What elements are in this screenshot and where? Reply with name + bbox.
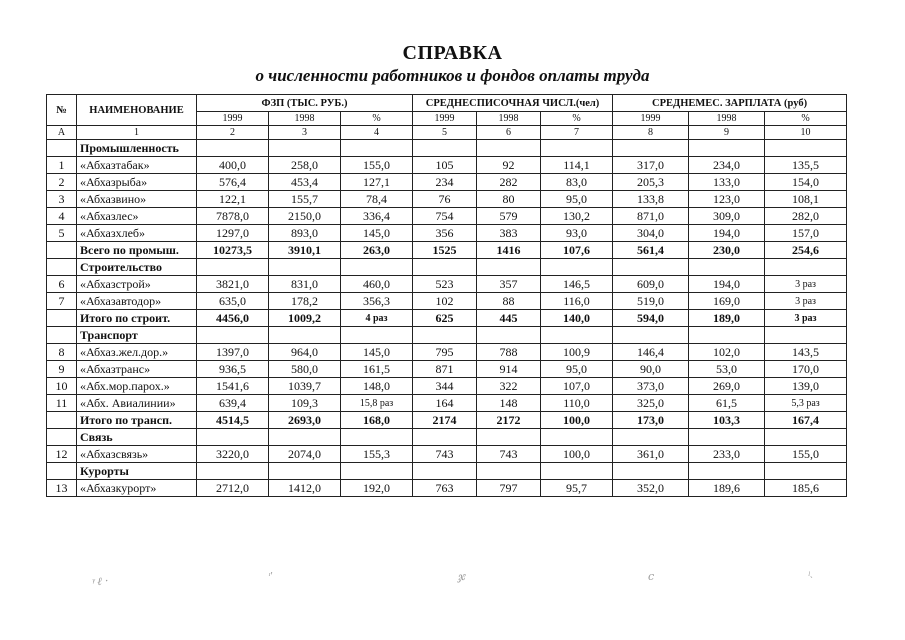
subheader-cell: 1998 bbox=[689, 112, 765, 126]
index-cell: 5 bbox=[413, 126, 477, 140]
row-name: «Абхазлес» bbox=[77, 208, 197, 225]
row-name: «Абхазкурорт» bbox=[77, 480, 197, 497]
empty-cell bbox=[689, 327, 765, 344]
row-number: 1 bbox=[47, 157, 77, 174]
value-cell: 155,0 bbox=[341, 157, 413, 174]
table-row bbox=[47, 378, 847, 395]
empty-cell bbox=[341, 327, 413, 344]
faint-mark: ⅽ bbox=[648, 571, 655, 583]
empty-cell bbox=[613, 327, 689, 344]
table-row bbox=[47, 446, 847, 463]
value-cell: 155,7 bbox=[269, 191, 341, 208]
value-cell: 453,4 bbox=[269, 174, 341, 191]
value-cell: 155,0 bbox=[765, 446, 847, 463]
value-cell: 53,0 bbox=[689, 361, 765, 378]
subheader-cell: 1998 bbox=[269, 112, 341, 126]
empty-cell bbox=[413, 463, 477, 480]
value-cell: 383 bbox=[477, 225, 541, 242]
value-cell: 100,9 bbox=[541, 344, 613, 361]
value-cell: 1297,0 bbox=[197, 225, 269, 242]
section-row bbox=[47, 429, 847, 446]
value-cell: 3 раз bbox=[765, 276, 847, 293]
header-num: № bbox=[47, 95, 77, 126]
report-table bbox=[46, 94, 847, 497]
empty-cell bbox=[477, 429, 541, 446]
table-row bbox=[47, 191, 847, 208]
value-cell: 304,0 bbox=[613, 225, 689, 242]
value-cell: 107,6 bbox=[541, 242, 613, 259]
row-number: 9 bbox=[47, 361, 77, 378]
empty-cell bbox=[689, 140, 765, 157]
value-cell: 325,0 bbox=[613, 395, 689, 412]
value-cell: 1525 bbox=[413, 242, 477, 259]
total-row bbox=[47, 310, 847, 327]
value-cell: 561,4 bbox=[613, 242, 689, 259]
value-cell: 2693,0 bbox=[269, 412, 341, 429]
index-cell: 7 bbox=[541, 126, 613, 140]
header-row bbox=[47, 95, 847, 112]
subheader-cell: 1999 bbox=[197, 112, 269, 126]
value-cell: 108,1 bbox=[765, 191, 847, 208]
index-cell: 4 bbox=[341, 126, 413, 140]
empty-cell bbox=[197, 140, 269, 157]
empty-cell bbox=[341, 429, 413, 446]
value-cell: 936,5 bbox=[197, 361, 269, 378]
value-cell: 148,0 bbox=[341, 378, 413, 395]
empty-cell bbox=[613, 463, 689, 480]
value-cell: 2074,0 bbox=[269, 446, 341, 463]
value-cell: 102,0 bbox=[689, 344, 765, 361]
empty-cell bbox=[541, 429, 613, 446]
value-cell: 4514,5 bbox=[197, 412, 269, 429]
empty-cell bbox=[765, 140, 847, 157]
value-cell: 7878,0 bbox=[197, 208, 269, 225]
value-cell: 122,1 bbox=[197, 191, 269, 208]
value-cell: 322 bbox=[477, 378, 541, 395]
value-cell: 914 bbox=[477, 361, 541, 378]
row-name: «Абхазтабак» bbox=[77, 157, 197, 174]
empty-cell bbox=[765, 259, 847, 276]
row-name: Итого по трансп. bbox=[77, 412, 197, 429]
value-cell: 788 bbox=[477, 344, 541, 361]
value-cell: 357 bbox=[477, 276, 541, 293]
value-cell: 269,0 bbox=[689, 378, 765, 395]
subheader-cell: % bbox=[541, 112, 613, 126]
row-number: 6 bbox=[47, 276, 77, 293]
value-cell: 344 bbox=[413, 378, 477, 395]
row-number bbox=[47, 310, 77, 327]
value-cell: 194,0 bbox=[689, 225, 765, 242]
value-cell: 167,4 bbox=[765, 412, 847, 429]
value-cell: 3821,0 bbox=[197, 276, 269, 293]
value-cell: 1397,0 bbox=[197, 344, 269, 361]
value-cell: 15,8 раз bbox=[341, 395, 413, 412]
value-cell: 871,0 bbox=[613, 208, 689, 225]
value-cell: 609,0 bbox=[613, 276, 689, 293]
value-cell: 155,3 bbox=[341, 446, 413, 463]
value-cell: 80 bbox=[477, 191, 541, 208]
value-cell: 3 раз bbox=[765, 293, 847, 310]
empty-cell bbox=[541, 327, 613, 344]
row-number: 3 bbox=[47, 191, 77, 208]
row-name: «Абхазрыба» bbox=[77, 174, 197, 191]
empty-cell bbox=[413, 429, 477, 446]
empty-cell bbox=[689, 429, 765, 446]
value-cell: 580,0 bbox=[269, 361, 341, 378]
value-cell: 639,4 bbox=[197, 395, 269, 412]
document-subtitle: о численности работников и фондов оплаты труда bbox=[255, 66, 650, 85]
empty-cell bbox=[197, 327, 269, 344]
value-cell: 964,0 bbox=[269, 344, 341, 361]
value-cell: 178,2 bbox=[269, 293, 341, 310]
value-cell: 356 bbox=[413, 225, 477, 242]
value-cell: 189,0 bbox=[689, 310, 765, 327]
index-cell: 3 bbox=[269, 126, 341, 140]
value-cell: 205,3 bbox=[613, 174, 689, 191]
value-cell: 145,0 bbox=[341, 344, 413, 361]
row-number bbox=[47, 429, 77, 446]
subheader-cell: 1999 bbox=[613, 112, 689, 126]
value-cell: 170,0 bbox=[765, 361, 847, 378]
value-cell: 635,0 bbox=[197, 293, 269, 310]
value-cell: 1416 bbox=[477, 242, 541, 259]
row-number: 4 bbox=[47, 208, 77, 225]
empty-cell bbox=[269, 327, 341, 344]
empty-cell bbox=[413, 259, 477, 276]
value-cell: 743 bbox=[477, 446, 541, 463]
row-name: «Абхазстрой» bbox=[77, 276, 197, 293]
table-row bbox=[47, 225, 847, 242]
empty-cell bbox=[477, 140, 541, 157]
value-cell: 754 bbox=[413, 208, 477, 225]
value-cell: 2174 bbox=[413, 412, 477, 429]
row-name: «Абх.мор.парох.» bbox=[77, 378, 197, 395]
value-cell: 154,0 bbox=[765, 174, 847, 191]
value-cell: 831,0 bbox=[269, 276, 341, 293]
faint-mark: ჯ bbox=[458, 571, 466, 583]
value-cell: 88 bbox=[477, 293, 541, 310]
subheader-cell: 1999 bbox=[413, 112, 477, 126]
value-cell: 103,3 bbox=[689, 412, 765, 429]
value-cell: 1009,2 bbox=[269, 310, 341, 327]
value-cell: 282 bbox=[477, 174, 541, 191]
value-cell: 352,0 bbox=[613, 480, 689, 497]
value-cell: 1412,0 bbox=[269, 480, 341, 497]
row-name: «Абхазтранс» bbox=[77, 361, 197, 378]
row-number: 8 bbox=[47, 344, 77, 361]
value-cell: 4456,0 bbox=[197, 310, 269, 327]
faint-mark: ᶦ' bbox=[268, 570, 273, 582]
value-cell: 356,3 bbox=[341, 293, 413, 310]
row-name: Всего по промыш. bbox=[77, 242, 197, 259]
value-cell: 130,2 bbox=[541, 208, 613, 225]
section-title: Связь bbox=[77, 429, 197, 446]
empty-cell bbox=[613, 429, 689, 446]
value-cell: 92 bbox=[477, 157, 541, 174]
value-cell: 625 bbox=[413, 310, 477, 327]
value-cell: 146,5 bbox=[541, 276, 613, 293]
empty-cell bbox=[197, 463, 269, 480]
value-cell: 263,0 bbox=[341, 242, 413, 259]
row-number bbox=[47, 259, 77, 276]
value-cell: 157,0 bbox=[765, 225, 847, 242]
table-row bbox=[47, 344, 847, 361]
row-number: 2 bbox=[47, 174, 77, 191]
empty-cell bbox=[413, 327, 477, 344]
empty-cell bbox=[541, 463, 613, 480]
value-cell: 123,0 bbox=[689, 191, 765, 208]
value-cell: 93,0 bbox=[541, 225, 613, 242]
subheader-cell: % bbox=[341, 112, 413, 126]
subheader-cell: % bbox=[765, 112, 847, 126]
value-cell: 309,0 bbox=[689, 208, 765, 225]
header-salary: СРЕДНЕМЕС. ЗАРПЛАТА (руб) bbox=[613, 95, 847, 112]
value-cell: 594,0 bbox=[613, 310, 689, 327]
index-row bbox=[47, 126, 847, 140]
index-cell: 9 bbox=[689, 126, 765, 140]
value-cell: 523 bbox=[413, 276, 477, 293]
empty-cell bbox=[765, 429, 847, 446]
value-cell: 133,0 bbox=[689, 174, 765, 191]
value-cell: 105 bbox=[413, 157, 477, 174]
section-title: Транспорт bbox=[77, 327, 197, 344]
value-cell: 164 bbox=[413, 395, 477, 412]
empty-cell bbox=[269, 429, 341, 446]
row-name: «Абхазсвязь» bbox=[77, 446, 197, 463]
empty-cell bbox=[613, 259, 689, 276]
value-cell: 1541,6 bbox=[197, 378, 269, 395]
total-row bbox=[47, 242, 847, 259]
empty-cell bbox=[269, 259, 341, 276]
value-cell: 135,5 bbox=[765, 157, 847, 174]
section-title: Строительство bbox=[77, 259, 197, 276]
value-cell: 146,4 bbox=[613, 344, 689, 361]
table-row bbox=[47, 395, 847, 412]
value-cell: 95,7 bbox=[541, 480, 613, 497]
value-cell: 373,0 bbox=[613, 378, 689, 395]
value-cell: 145,0 bbox=[341, 225, 413, 242]
value-cell: 234,0 bbox=[689, 157, 765, 174]
value-cell: 2150,0 bbox=[269, 208, 341, 225]
value-cell: 234 bbox=[413, 174, 477, 191]
empty-cell bbox=[541, 140, 613, 157]
row-number: 10 bbox=[47, 378, 77, 395]
value-cell: 110,0 bbox=[541, 395, 613, 412]
section-title: Промышленность bbox=[77, 140, 197, 157]
value-cell: 109,3 bbox=[269, 395, 341, 412]
value-cell: 460,0 bbox=[341, 276, 413, 293]
empty-cell bbox=[341, 463, 413, 480]
table-row bbox=[47, 293, 847, 310]
value-cell: 336,4 bbox=[341, 208, 413, 225]
empty-cell bbox=[765, 327, 847, 344]
empty-cell bbox=[269, 463, 341, 480]
value-cell: 148 bbox=[477, 395, 541, 412]
table-row bbox=[47, 276, 847, 293]
index-cell: 6 bbox=[477, 126, 541, 140]
section-row bbox=[47, 327, 847, 344]
value-cell: 90,0 bbox=[613, 361, 689, 378]
row-name: «Абхазхлеб» bbox=[77, 225, 197, 242]
value-cell: 4 раз bbox=[341, 310, 413, 327]
empty-cell bbox=[341, 259, 413, 276]
value-cell: 76 bbox=[413, 191, 477, 208]
empty-cell bbox=[477, 259, 541, 276]
total-row bbox=[47, 412, 847, 429]
value-cell: 795 bbox=[413, 344, 477, 361]
section-title: Курорты bbox=[77, 463, 197, 480]
value-cell: 185,6 bbox=[765, 480, 847, 497]
value-cell: 127,1 bbox=[341, 174, 413, 191]
empty-cell bbox=[477, 463, 541, 480]
value-cell: 161,5 bbox=[341, 361, 413, 378]
subheader-cell: 1998 bbox=[477, 112, 541, 126]
value-cell: 100,0 bbox=[541, 412, 613, 429]
value-cell: 361,0 bbox=[613, 446, 689, 463]
report-body bbox=[47, 140, 847, 497]
document-title: СПРАВКА bbox=[402, 42, 503, 64]
index-cell: 10 bbox=[765, 126, 847, 140]
empty-cell bbox=[477, 327, 541, 344]
value-cell: 230,0 bbox=[689, 242, 765, 259]
value-cell: 107,0 bbox=[541, 378, 613, 395]
faint-mark: ˡ˴ bbox=[808, 570, 814, 582]
empty-cell bbox=[541, 259, 613, 276]
header-name: НАИМЕНОВАНИЕ bbox=[77, 95, 197, 126]
value-cell: 1039,7 bbox=[269, 378, 341, 395]
row-number bbox=[47, 327, 77, 344]
section-row bbox=[47, 140, 847, 157]
value-cell: 168,0 bbox=[341, 412, 413, 429]
value-cell: 78,4 bbox=[341, 191, 413, 208]
value-cell: 282,0 bbox=[765, 208, 847, 225]
value-cell: 317,0 bbox=[613, 157, 689, 174]
value-cell: 83,0 bbox=[541, 174, 613, 191]
value-cell: 519,0 bbox=[613, 293, 689, 310]
empty-cell bbox=[269, 140, 341, 157]
row-name: «Абхазвино» bbox=[77, 191, 197, 208]
empty-cell bbox=[341, 140, 413, 157]
value-cell: 3 раз bbox=[765, 310, 847, 327]
value-cell: 3910,1 bbox=[269, 242, 341, 259]
value-cell: 169,0 bbox=[689, 293, 765, 310]
table-row bbox=[47, 480, 847, 497]
value-cell: 797 bbox=[477, 480, 541, 497]
value-cell: 102 bbox=[413, 293, 477, 310]
value-cell: 116,0 bbox=[541, 293, 613, 310]
value-cell: 233,0 bbox=[689, 446, 765, 463]
empty-cell bbox=[197, 259, 269, 276]
value-cell: 143,5 bbox=[765, 344, 847, 361]
index-cell: 2 bbox=[197, 126, 269, 140]
value-cell: 194,0 bbox=[689, 276, 765, 293]
index-cell: А bbox=[47, 126, 77, 140]
header-headcount: СРЕДНЕСПИСОЧНАЯ ЧИСЛ.(чел) bbox=[413, 95, 613, 112]
table-row bbox=[47, 174, 847, 191]
value-cell: 893,0 bbox=[269, 225, 341, 242]
table-row bbox=[47, 208, 847, 225]
row-number bbox=[47, 463, 77, 480]
value-cell: 3220,0 bbox=[197, 446, 269, 463]
header-fzp: ФЗП (ТЫС. РУБ.) bbox=[197, 95, 413, 112]
value-cell: 743 bbox=[413, 446, 477, 463]
section-row bbox=[47, 463, 847, 480]
value-cell: 100,0 bbox=[541, 446, 613, 463]
value-cell: 576,4 bbox=[197, 174, 269, 191]
value-cell: 2172 bbox=[477, 412, 541, 429]
value-cell: 10273,5 bbox=[197, 242, 269, 259]
table-row bbox=[47, 361, 847, 378]
row-number: 12 bbox=[47, 446, 77, 463]
value-cell: 173,0 bbox=[613, 412, 689, 429]
section-row bbox=[47, 259, 847, 276]
empty-cell bbox=[765, 463, 847, 480]
value-cell: 2712,0 bbox=[197, 480, 269, 497]
value-cell: 871 bbox=[413, 361, 477, 378]
value-cell: 189,6 bbox=[689, 480, 765, 497]
value-cell: 400,0 bbox=[197, 157, 269, 174]
table-row bbox=[47, 157, 847, 174]
value-cell: 114,1 bbox=[541, 157, 613, 174]
value-cell: 133,8 bbox=[613, 191, 689, 208]
value-cell: 95,0 bbox=[541, 361, 613, 378]
value-cell: 445 bbox=[477, 310, 541, 327]
value-cell: 192,0 bbox=[341, 480, 413, 497]
row-number bbox=[47, 412, 77, 429]
empty-cell bbox=[413, 140, 477, 157]
value-cell: 763 bbox=[413, 480, 477, 497]
value-cell: 139,0 bbox=[765, 378, 847, 395]
value-cell: 140,0 bbox=[541, 310, 613, 327]
row-number: 11 bbox=[47, 395, 77, 412]
empty-cell bbox=[613, 140, 689, 157]
value-cell: 5,3 раз bbox=[765, 395, 847, 412]
value-cell: 61,5 bbox=[689, 395, 765, 412]
value-cell: 95,0 bbox=[541, 191, 613, 208]
value-cell: 258,0 bbox=[269, 157, 341, 174]
empty-cell bbox=[689, 463, 765, 480]
row-name: «Абх. Авиалинии» bbox=[77, 395, 197, 412]
row-name: «Абхаз.жел.дор.» bbox=[77, 344, 197, 361]
value-cell: 254,6 bbox=[765, 242, 847, 259]
index-cell: 8 bbox=[613, 126, 689, 140]
index-cell: 1 bbox=[77, 126, 197, 140]
row-number: 7 bbox=[47, 293, 77, 310]
empty-cell bbox=[689, 259, 765, 276]
faint-mark: ᵞ ℓ᠂ bbox=[92, 576, 107, 588]
row-number bbox=[47, 242, 77, 259]
row-number: 5 bbox=[47, 225, 77, 242]
empty-cell bbox=[197, 429, 269, 446]
row-number bbox=[47, 140, 77, 157]
row-name: «Абхазавтодор» bbox=[77, 293, 197, 310]
row-name: Итого по строит. bbox=[77, 310, 197, 327]
value-cell: 579 bbox=[477, 208, 541, 225]
row-number: 13 bbox=[47, 480, 77, 497]
